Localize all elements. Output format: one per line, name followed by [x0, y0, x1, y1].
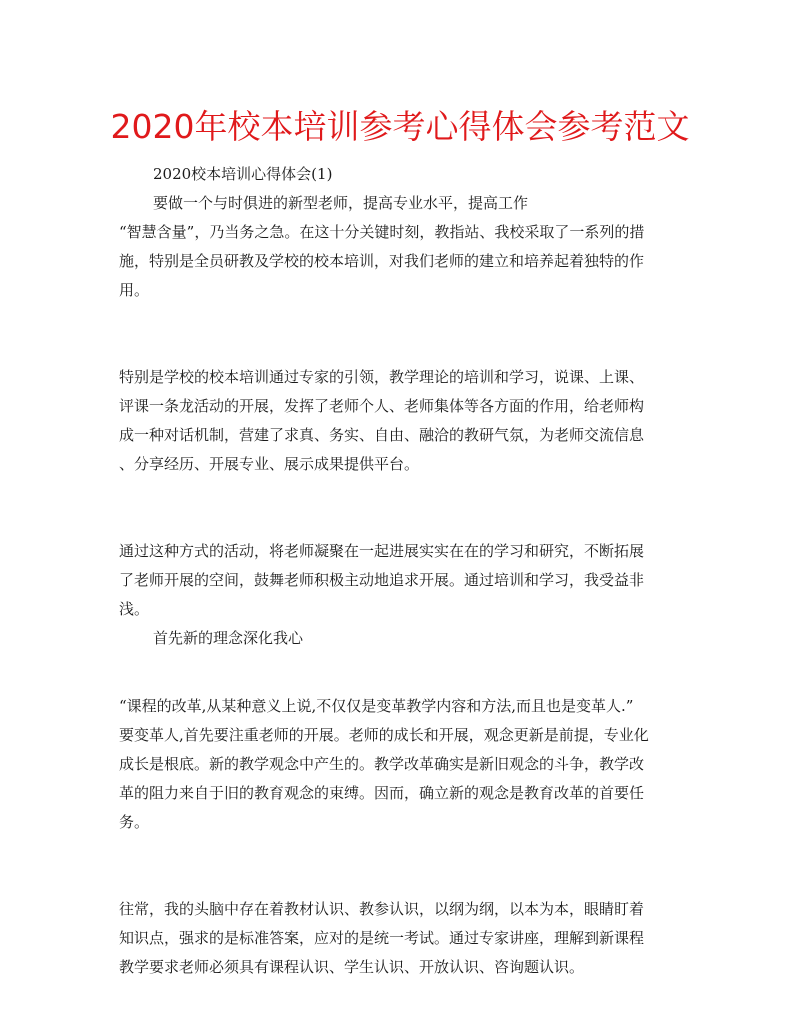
paragraph	[119, 682, 679, 837]
paragraph-line: “智慧含量”，乃当务之急。在这十分关键时刻，教指站、我校采取了一系列的措	[119, 223, 645, 241]
paragraph-line: 通过这种方式的活动，将老师凝聚在一起进展实实在在的学习和研究，不断拓展	[119, 542, 645, 560]
section-heading: 首先新的理念深化我心	[153, 629, 304, 647]
paragraph-line: 用。	[119, 281, 150, 299]
paragraph	[119, 866, 679, 982]
document-body	[119, 160, 679, 982]
paragraph-line: 成长是根底。新的教学观念中产生的。教学改革确实是新旧观念的斗争，教学改	[119, 755, 645, 773]
paragraph-line: 往常，我的头脑中存在着教材认识、教参认识，以纲为纲，以本为本，眼睛盯着	[119, 900, 645, 918]
paragraph-line: 成一种对话机制，营建了求真、务实、自由、融洽的教研气氛，为老师交流信息	[119, 426, 645, 444]
paragraph	[119, 189, 679, 305]
paragraph-line: 、分享经历、开展专业、展示成果提供平台。	[119, 455, 420, 473]
paragraph-line: “课程的改革,从某种意义上说,不仅仅是变革教学内容和方法,而且也是变革人.”	[119, 697, 634, 715]
paragraph-line: 要做一个与时俱进的新型老师，提高专业水平，提高工作	[153, 194, 529, 212]
paragraph-line: 教学要求老师必须具有课程认识、学生认识、开放认识、咨询题认识。	[119, 958, 585, 976]
paragraph-line: 特别是学校的校本培训通过专家的引领，教学理论的培训和学习，说课、上课、	[119, 368, 645, 386]
paragraph-line: 务。	[119, 813, 150, 831]
paragraph-line: 浅。	[119, 600, 150, 618]
paragraph-line: 施，特别是全员研教及学校的校本培训，对我们老师的建立和培养起着独特的作	[119, 252, 645, 270]
document-title: 2020年校本培训参考心得体会参考范文	[110, 107, 690, 146]
paragraph-line: 知识点，强求的是标准答案，应对的是统一考试。通过专家讲座，理解到新课程	[119, 929, 645, 947]
paragraph-line: 要变革人,首先要注重老师的开展。老师的成长和开展，观念更新是前提，专业化	[119, 726, 649, 744]
paragraph-line: 革的阻力来自于旧的教育观念的束缚。因而，确立新的观念是教育改革的首要任	[119, 784, 645, 802]
subtitle: 2020校本培训心得体会(1)	[153, 165, 333, 183]
paragraph	[119, 508, 679, 624]
paragraph-line: 评课一条龙活动的开展，发挥了老师个人、老师集体等各方面的作用，给老师构	[119, 397, 645, 415]
paragraph-line: 了老师开展的空间，鼓舞老师积极主动地追求开展。通过培训和学习，我受益非	[119, 571, 645, 589]
paragraph	[119, 334, 679, 479]
